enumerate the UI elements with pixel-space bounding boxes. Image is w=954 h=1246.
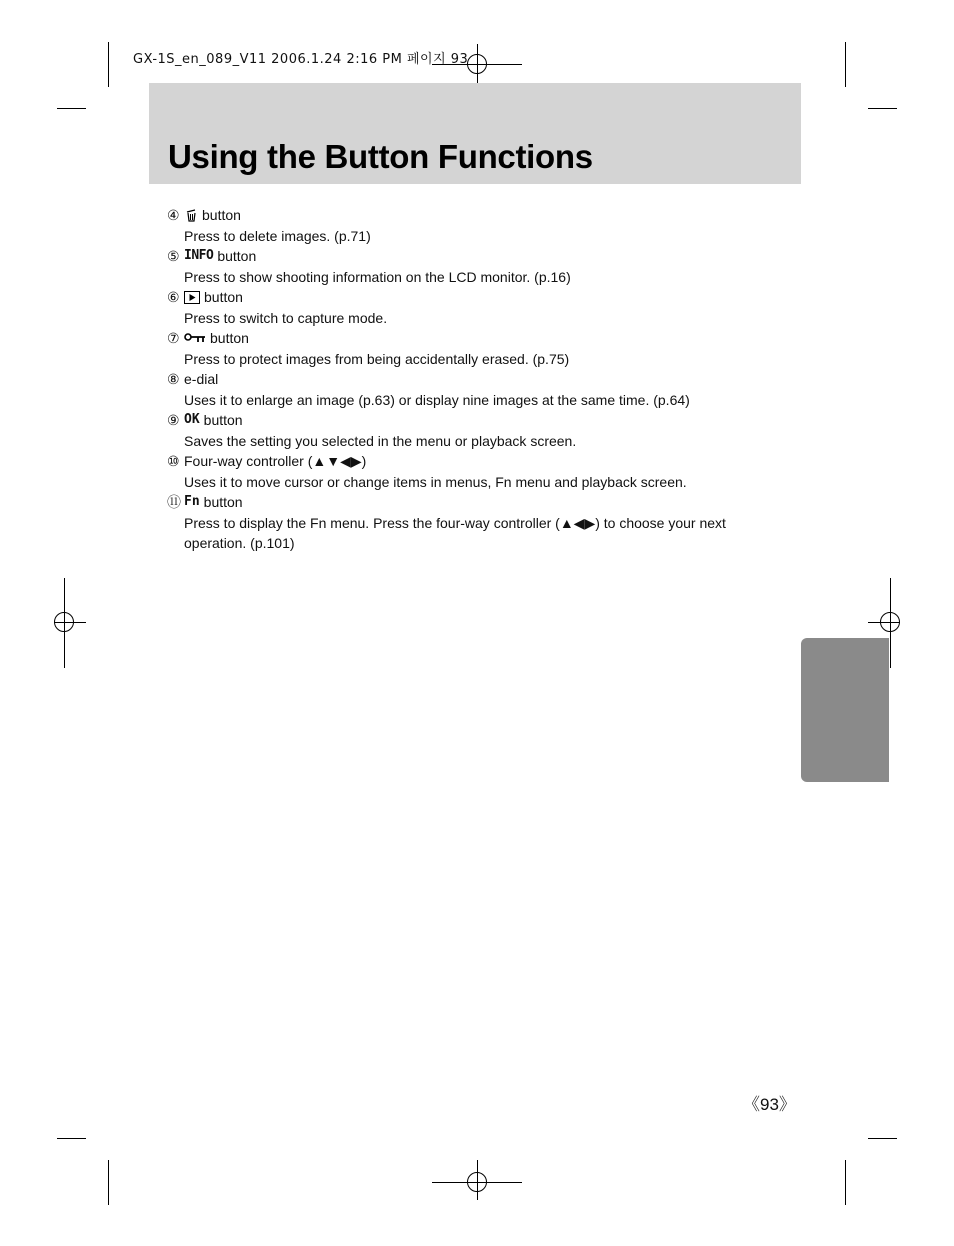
crop-mark xyxy=(57,1138,86,1139)
item-label: Four-way controller (▲▼◀▶) xyxy=(184,453,367,469)
item-number: ⑩ xyxy=(167,453,180,469)
page-title: Using the Button Functions xyxy=(168,138,593,175)
crop-mark xyxy=(845,1160,846,1205)
side-tab xyxy=(801,638,889,782)
playback-icon xyxy=(184,291,200,304)
item-label: button xyxy=(217,248,257,264)
item-number: ⑦ xyxy=(167,330,180,346)
registration-mark-icon xyxy=(880,612,900,632)
registration-mark-icon xyxy=(54,612,74,632)
item-number: ⑧ xyxy=(167,371,180,387)
print-slug: GX-1S_en_089_V11 2006.1.24 2:16 PM 페이지 93 xyxy=(133,52,469,67)
crop-mark xyxy=(868,1138,897,1139)
list-item xyxy=(167,410,787,451)
item-label: button xyxy=(204,289,243,305)
crop-mark xyxy=(108,42,109,87)
list-item xyxy=(167,205,787,246)
item-number: ⑤ xyxy=(167,248,180,264)
fn-icon: Fn xyxy=(184,494,200,509)
item-description: Press to switch to capture mode. xyxy=(184,309,388,326)
protect-key-icon xyxy=(184,333,206,343)
list-item xyxy=(167,246,787,287)
crop-mark xyxy=(845,42,846,87)
trash-icon xyxy=(184,208,198,222)
info-icon: INFO xyxy=(184,248,214,263)
item-number: ⑪ xyxy=(167,494,181,510)
list-item xyxy=(167,328,787,369)
item-label: button xyxy=(210,330,249,346)
button-list xyxy=(167,205,787,554)
item-description: Press to protect images from being accidentally erased. (p.75) xyxy=(184,350,570,367)
registration-mark-icon xyxy=(467,1172,487,1192)
list-item xyxy=(167,287,787,328)
item-label: button xyxy=(202,207,241,223)
item-description: Uses it to enlarge an image (p.63) or display nine images at the same time. (p.64) xyxy=(184,391,690,408)
item-label: button xyxy=(203,412,243,428)
item-number: ⑥ xyxy=(167,289,180,305)
list-item xyxy=(167,492,787,554)
crop-mark xyxy=(868,108,897,109)
crop-mark xyxy=(108,1160,109,1205)
page-number: 《93》 xyxy=(743,1095,796,1114)
item-description: Press to delete images. (p.71) xyxy=(184,227,371,244)
registration-mark-icon xyxy=(467,54,487,74)
item-label: e-dial xyxy=(184,371,219,387)
item-description: Uses it to move cursor or change items in menus, Fn menu and playback screen. xyxy=(184,473,687,490)
item-number: ④ xyxy=(167,207,180,223)
item-number: ⑨ xyxy=(167,412,180,428)
item-description: Press to display the Fn menu. Press the four-way controller (▲◀▶) to choose your next operation. (p.101) xyxy=(184,514,726,551)
ok-icon: OK xyxy=(184,412,200,427)
item-description: Saves the setting you selected in the menu or playback screen. xyxy=(184,432,577,449)
crop-mark xyxy=(57,108,86,109)
list-item xyxy=(167,369,787,410)
item-description: Press to show shooting information on the LCD monitor. (p.16) xyxy=(184,268,571,285)
item-label: button xyxy=(203,494,243,510)
list-item xyxy=(167,451,787,492)
